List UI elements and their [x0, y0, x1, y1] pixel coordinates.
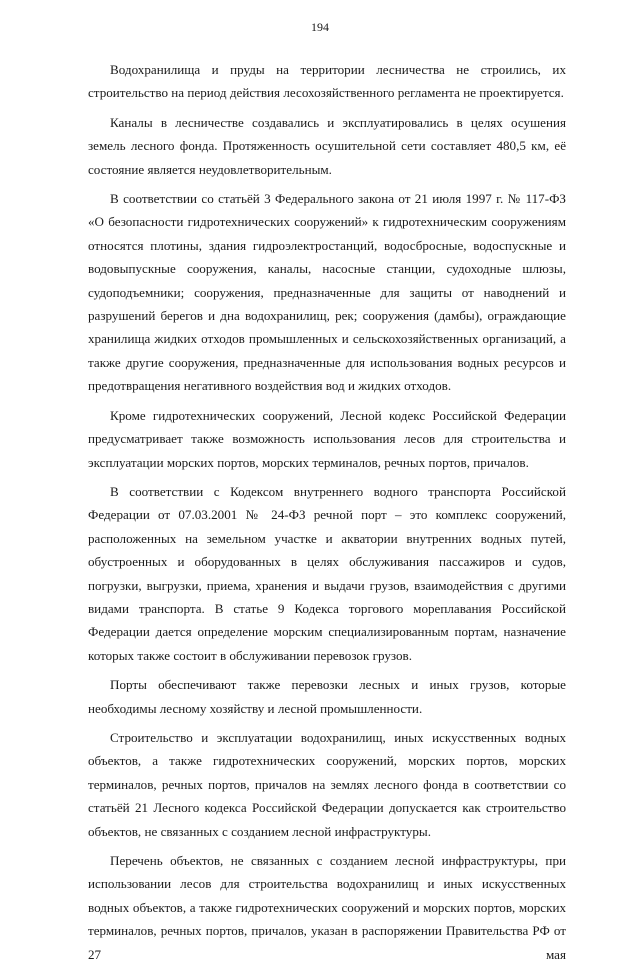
paragraph-reservoirs: Водохранилища и пруды на территории лесничества не строились, их строительство на период действия лесохозяйственного регламента не проектируется. [88, 62, 566, 101]
paragraph-construction: Строительство и эксплуатации водохранилищ, иных искусственных водных объектов, а также гидротехнических сооружений, морских портов, морских терминалов, речных портов, причалов на землях лесного фонда в соответствии со статьёй 21 Лесного кодекса Российской Федерации допускается как строительство объектов, не связанных с созданием лесной инфраструктуры. [88, 729, 566, 839]
paragraph-ports-cargo: Порты обеспечивают также перевозки лесных и иных грузов, которые необходимы лесному хозяйству и лесной промышленности. [88, 677, 566, 716]
page-number: 194 [311, 20, 329, 34]
paragraph-objects-list: Перечень объектов, не связанных с созданием лесной инфраструктуры, при использовании лесов для строительства водохранилищ и иных искусственных водных объектов, а также гидротехнических сооружений и морских портов, морских терминалов, речных портов, причалов, указан в распоряжении Правительства РФ от 27 мая [88, 853, 566, 962]
paragraph-canals: Каналы в лесничестве создавались и эксплуатировались в целях осушения земель лесного фонда. Протяженность осушительной сети составляет 480,5 км, её состояние является неудовлетворительным. [88, 114, 566, 177]
paragraph-river-port: В соответствии с Кодексом внутреннего водного транспорта Российской Федерации от 07.03.2001 № 24-ФЗ речной порт – это комплекс сооружений, расположенных на земельном участке и акватории внутренних водных путей, обустроенных и оборудованных в целях обслуживания пассажиров и судов, погрузки, выгрузки, приема, хранения и выдачи грузов, взаимодействия с другими видами транспорта. В статье 9 Кодекса торгового мореплавания Российской Федерации дается определение морским специализированным портам, назначение которых также состоит в обслуживании перевозок грузов. [88, 483, 566, 663]
document-body [88, 58, 566, 972]
paragraph-forest-code: Кроме гидротехнических сооружений, Лесной кодекс Российской Федерации предусматривает также возможность использования лесов для строительства и эксплуатации морских портов, морских терминалов, речных портов, причалов. [88, 407, 566, 470]
paragraph-hydro-structures: В соответствии со статьёй 3 Федерального закона от 21 июля 1997 г. № 117-ФЗ «О безопасности гидротехнических сооружений» к гидротехническим сооружениям относятся плотины, здания гидроэлектростанций, водосбросные, водоспускные и водовыпускные сооружения, каналы, насосные станции, судоходные шлюзы, судоподъемники; сооружения, предназначенные для защиты от наводнений и разрушений берегов и дна водохранилищ, рек; сооружения (дамбы), ограждающие хранилища жидких отходов промышленных и сельскохозяйственных организаций, а также другие сооружения, предназначенные для использования водных ресурсов и предотвращения негативного воздействия вод и жидких отходов. [88, 191, 566, 394]
